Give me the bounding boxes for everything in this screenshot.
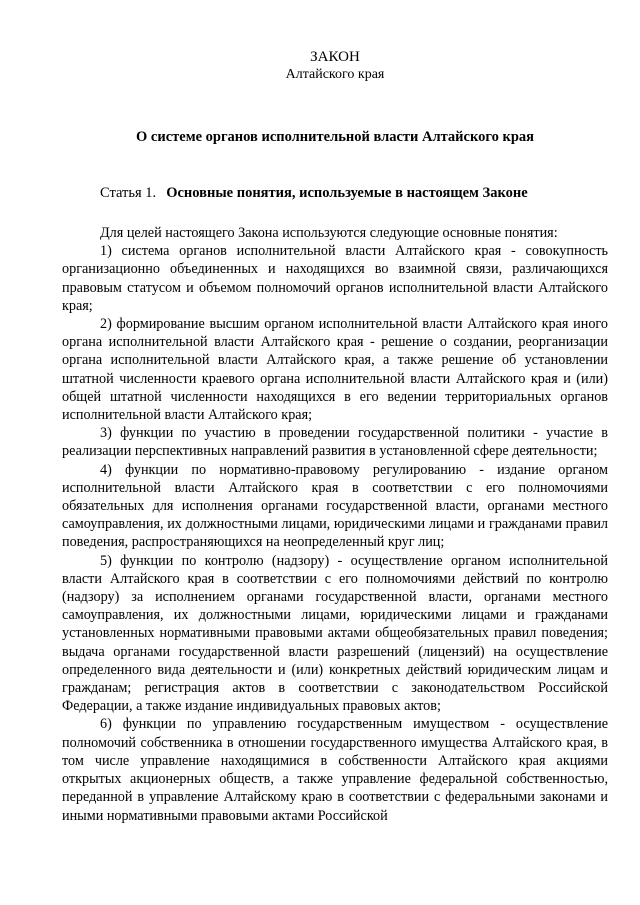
paragraph-item-2: 2) формирование высшим органом исполнительной власти Алтайского края иного органа исполнительной власти Алтайского края - решение о создании, реорганизации органа исполнительной власти Алтайского края, а также решение об установлении штатной численности краевого органа исполнительной власти Алтайского края и (или) общей штатной численности находящихся в его ведении территориальных органов исполнительной власти Алтайского края; [62, 316, 608, 424]
law-region: Алтайского края [285, 67, 385, 82]
paragraph-item-4: 4) функции по нормативно-правовому регулированию - издание органом исполнительной власти Алтайского края в соответствии с его полномочиями обязательных для исполнения органами государственной власти, органами местного самоуправления, их должностными лицами, юридическими лицами и гражданами правил поведения, распространяющихся на неопределенный круг лиц; [62, 461, 608, 551]
document-page [62, 48, 608, 905]
paragraph-item-6: 6) функции по управлению государственным имуществом - осуществление полномочий собственника в отношении государственного имущества Алтайского края, в том числе управление находящимися в собственности Алтайского края акциями открытых акционерных обществ, а также управление федеральной собственностью, переданной в управление Алтайскому краю в соответствии с федеральными законами и иными нормативными правовыми актами Российской [62, 716, 608, 824]
article-title: Основные понятия, используемые в настоящем Законе [166, 185, 528, 201]
article-heading [62, 184, 608, 202]
paragraph-item-1: 1) система органов исполнительной власти Алтайского края - совокупность организационно объединенных и находящихся во взаимной связи, различающихся правовым статусом и объемом полномочий органов исполнительной власти Алтайского края; [62, 243, 608, 314]
paragraph-intro: Для целей настоящего Закона используются следующие основные понятия: [100, 225, 558, 241]
article-body [62, 224, 608, 825]
paragraph-item-5: 5) функции по контролю (надзору) - осуществление органом исполнительной власти Алтайского края в соответствии с его полномочиями действий по контролю (надзору) за исполнением органами государственной власти, органами местного самоуправления, их должностными лицами, юридическими лицами и гражданами установленных нормативными правовыми актами общеобязательных правил поведения; выдача органами государственной власти разрешений (лицензий) на осуществление определенного вида деятельности и (или) конкретных действий юридическим лицам и гражданам; регистрация актов в соответствии с законодательством Российской Федерации, а также издание индивидуальных правовых актов; [62, 552, 608, 715]
article-number: Статья 1. [100, 185, 157, 201]
paragraph-item-3: 3) функции по участию в проведении государственной политики - участие в реализации перспективных направлений развития в установленной сфере деятельности; [62, 425, 608, 460]
document-title: О системе органов исполнительной власти Алтайского края [136, 129, 534, 145]
law-title: ЗАКОН [310, 49, 360, 65]
document-header [62, 48, 608, 84]
